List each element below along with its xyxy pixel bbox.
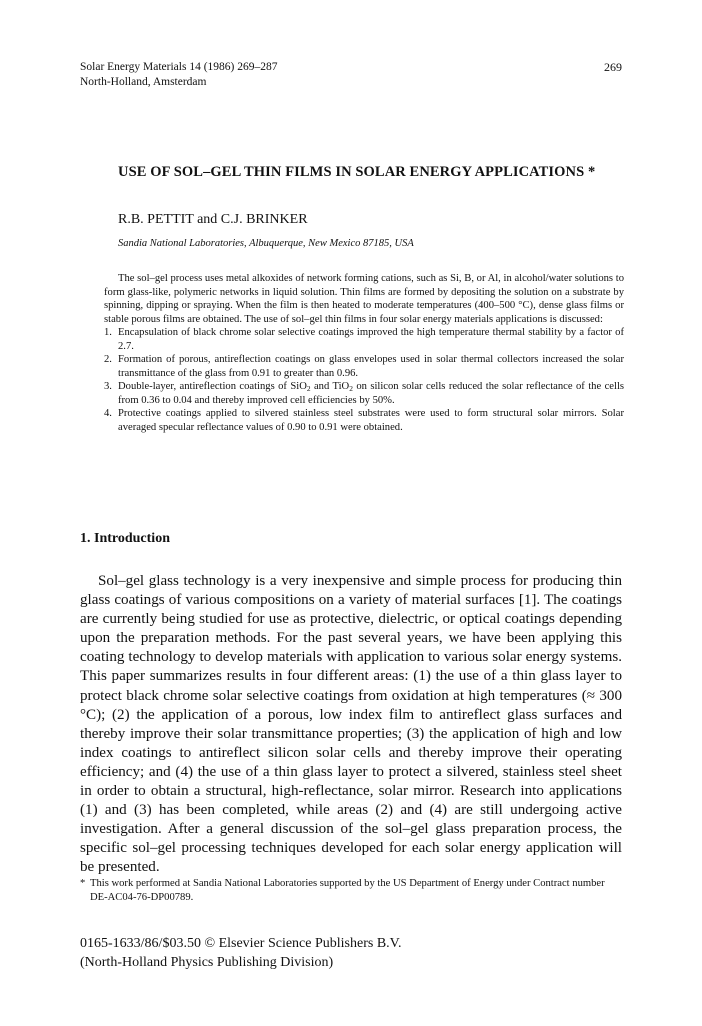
abstract-item-text: Encapsulation of black chrome solar selective coatings improved the high temperature thermal stability by a factor of 2.7. bbox=[118, 327, 624, 352]
imprint-line-2: (North-Holland Physics Publishing Division) bbox=[80, 955, 334, 970]
abstract-item-number: 4. bbox=[104, 408, 112, 419]
abstract-item-number: 3. bbox=[104, 381, 112, 392]
footnote-text: This work performed at Sandia National Laboratories supported by the US Department of Energy under Contract number DE-AC04-76-DP00789. bbox=[90, 878, 605, 903]
abstract-item bbox=[104, 407, 624, 434]
authors: R.B. PETTIT and C.J. BRINKER bbox=[118, 212, 308, 227]
abstract-intro: The sol–gel process uses metal alkoxides of network forming cations, such as Si, B, or Al, in alcohol/water solutions to form glass-like, polymeric networks in liquid solution. Thin films are formed by depositing the solution on a substrate by spinning, dipping or spraying. When the film is then heated to moderate temperatures (400–500 °C), dense glass films or stable porous films are obtained. The use of sol–gel thin films in four solar energy materials applications is discussed: bbox=[104, 273, 624, 325]
abstract-item-text: Double-layer, antireflection coatings of SiO$_2$ and TiO$_2$ on silicon solar cells reduced the solar reflectance of the cells from 0.36 to 0.04 and thereby improved cell efficiencies by 50%. bbox=[118, 381, 625, 406]
introduction-body bbox=[80, 572, 622, 878]
paper-title: USE OF SOL–GEL THIN FILMS IN SOLAR ENERGY APPLICATIONS * bbox=[118, 164, 596, 180]
abstract bbox=[104, 272, 624, 434]
footnote-mark: * bbox=[80, 878, 86, 889]
abstract-item-text: Protective coatings applied to silvered stainless steel substrates were used to form structural solar mirrors. Solar averaged specular reflectance values of 0.90 to 0.91 were obtained. bbox=[118, 408, 624, 433]
abstract-item-number: 1. bbox=[104, 327, 112, 338]
section-heading: 1. Introduction bbox=[80, 531, 170, 546]
journal-citation: Solar Energy Materials 14 (1986) 269–287 bbox=[80, 61, 278, 73]
affiliation: Sandia National Laboratories, Albuquerque, New Mexico 87185, USA bbox=[118, 238, 414, 249]
publisher-imprint bbox=[80, 934, 401, 972]
abstract-item-number: 2. bbox=[104, 354, 112, 365]
abstract-list bbox=[104, 326, 624, 434]
introduction-paragraph: Sol–gel glass technology is a very inexpensive and simple process for producing thin glass coatings of various compositions on a variety of material surfaces [1]. The coatings are currently being studied for use as protective, dielectric, or optical coatings depending upon the preparation methods. For the past several years, we have been applying this coating technology to develop materials with application to various solar energy systems. This paper summarizes results in four different areas: (1) the use of a thin glass layer to protect black chrome solar selective coatings from oxidation at high temperatures (≈ 300 °C); (2) the application of a porous, low index film to antireflect glass surfaces and thereby improve their solar transmittance properties; (3) the application of high and low index coatings to antireflect silicon solar cells and thereby improve their operating efficiency; and (4) the use of a thin glass layer to protect a silvered, stainless steel sheet in order to obtain a structural, high-reflectance, solar mirror. Research into applications (1) and (3) has been completed, while areas (2) and (4) are still undergoing active investigation. After a general discussion of the sol–gel glass preparation process, the specific sol–gel processing techniques developed for each solar energy application will be presented. bbox=[80, 573, 622, 876]
abstract-item-text: Formation of porous, antireflection coatings on glass envelopes used in solar thermal collectors increased the solar transmittance of the glass from 0.91 to greater than 0.96. bbox=[118, 354, 624, 379]
imprint-line-1: 0165-1633/86/$03.50 © Elsevier Science Publishers B.V. bbox=[80, 936, 402, 951]
abstract-item bbox=[104, 326, 624, 353]
footnote bbox=[80, 877, 622, 905]
abstract-item bbox=[104, 380, 624, 407]
publisher-line: North-Holland, Amsterdam bbox=[80, 76, 207, 88]
abstract-item bbox=[104, 353, 624, 380]
page-number: 269 bbox=[604, 60, 622, 74]
